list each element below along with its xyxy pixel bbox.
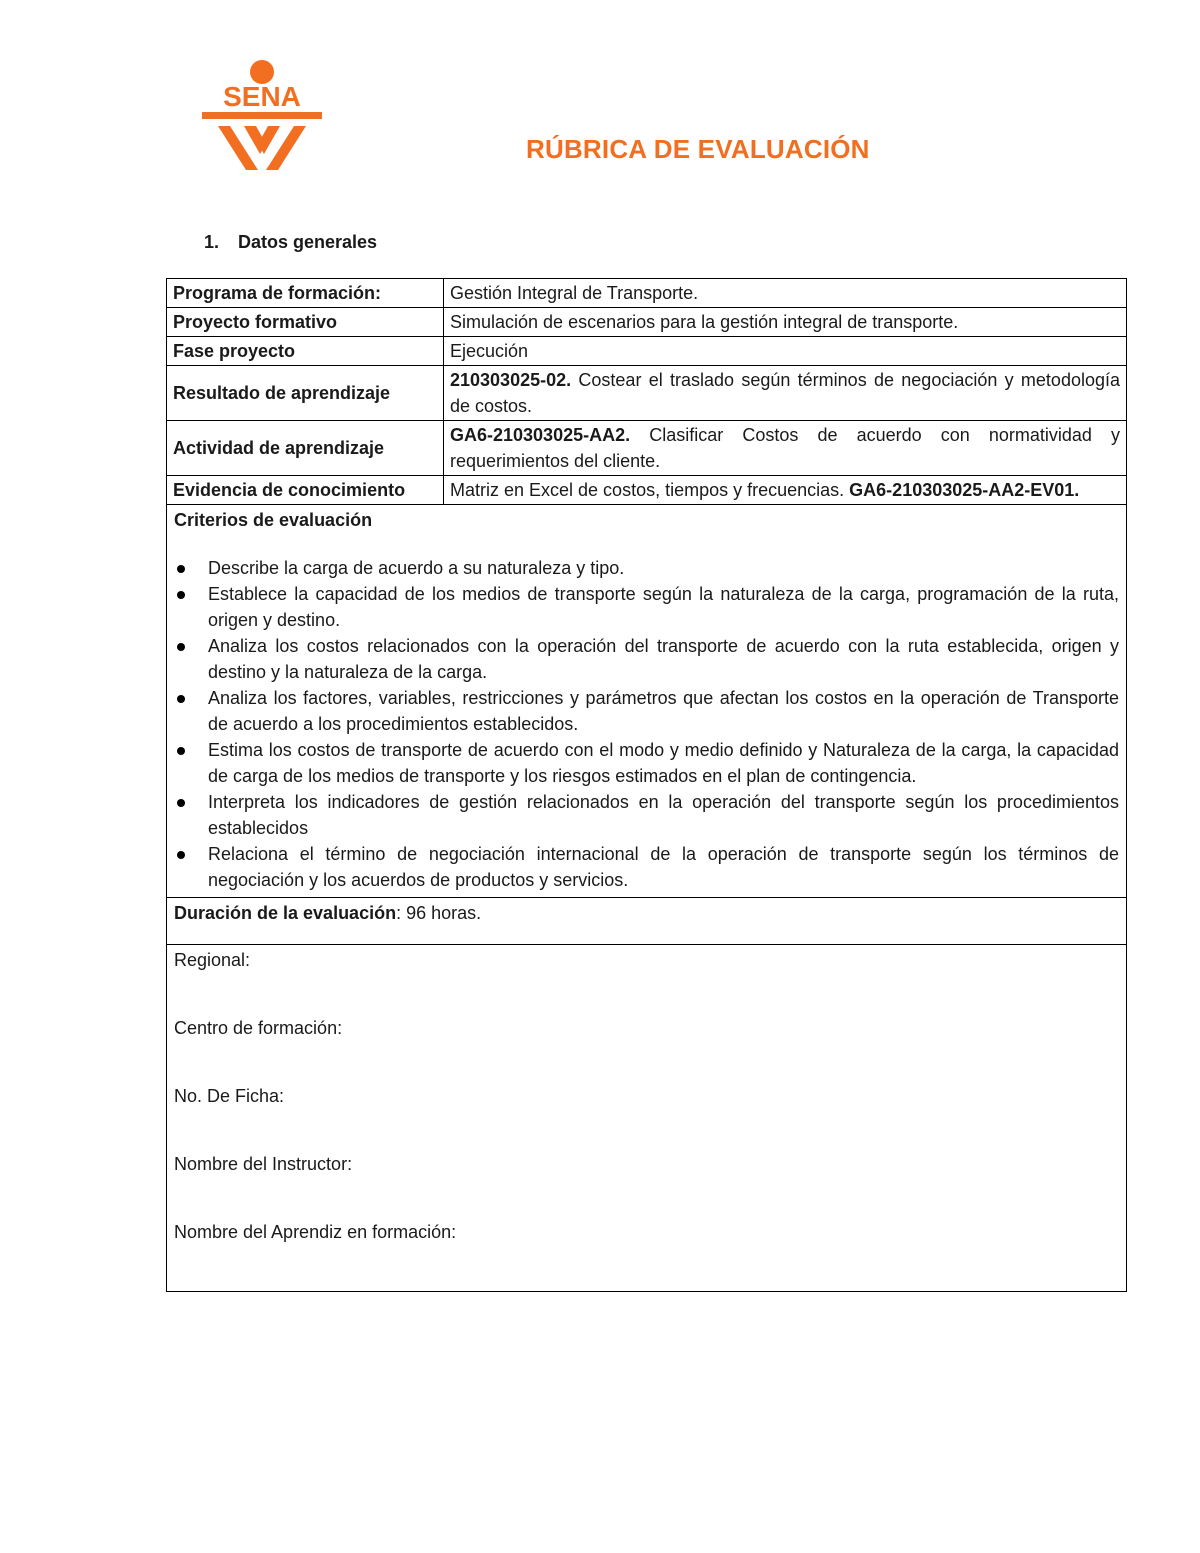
row-value: Ejecución (444, 337, 1127, 366)
section-number: 1. (204, 232, 220, 252)
instructor-name-field: Nombre del Instructor: (174, 1154, 353, 1174)
table-row (167, 337, 1127, 366)
row-label: Fase proyecto (167, 337, 444, 366)
criteria-title: Criterios de evaluación (174, 510, 373, 530)
activity-text: Clasificar Costos de acuerdo con normatividad y requerimientos del cliente. (450, 425, 1120, 471)
criteria-row (167, 505, 1127, 898)
meta-row (167, 945, 1127, 1292)
duration-label: Duración de la evaluación (174, 903, 397, 923)
evidence-code: GA6-210303025-AA2-EV01. (849, 480, 1080, 500)
row-value: Simulación de escenarios para la gestión integral de transporte. (444, 308, 1127, 337)
row-label: Proyecto formativo (167, 308, 444, 337)
section-heading-text: Datos generales (238, 232, 378, 252)
criteria-item: Estima los costos de transporte de acuerdo con el modo y medio definido y Naturaleza de la carga, la capacidad de carga de los medios de transporte y los riesgos estimados en el plan de contingencia. (174, 737, 1119, 789)
criteria-cell (167, 505, 1127, 898)
row-value (444, 421, 1127, 476)
apprentice-name-field: Nombre del Aprendiz en formación: (174, 1222, 457, 1242)
meta-cell (167, 945, 1127, 1292)
row-label: Programa de formación: (167, 279, 444, 308)
general-data-table (166, 278, 1127, 1292)
training-center-field: Centro de formación: (174, 1018, 343, 1038)
criteria-item: Analiza los factores, variables, restricciones y parámetros que afectan los costos en la operación de Transporte de acuerdo a los procedimientos establecidos. (174, 685, 1119, 737)
table-row (167, 279, 1127, 308)
row-value (444, 366, 1127, 421)
row-label: Evidencia de conocimiento (167, 476, 444, 505)
row-value: Gestión Integral de Transporte. (444, 279, 1127, 308)
criteria-item: Relaciona el término de negociación internacional de la operación de transporte según los términos de negociación y los acuerdos de productos y servicios. (174, 841, 1119, 893)
document-title: RÚBRICA DE EVALUACIÓN (526, 134, 870, 164)
table-row (167, 476, 1127, 505)
duration-value: : 96 horas. (396, 903, 482, 923)
logo-text: SENA (223, 81, 301, 112)
result-text: Costear el traslado según términos de negociación y metodología de costos. (450, 370, 1120, 416)
criteria-item: Analiza los costos relacionados con la operación del transporte de acuerdo con la ruta establecida, origen y destino y la naturaleza de la carga. (174, 633, 1119, 685)
evidence-text: Matriz en Excel de costos, tiempos y frecuencias. (450, 480, 850, 500)
row-value (444, 476, 1127, 505)
criteria-item: Describe la carga de acuerdo a su naturaleza y tipo. (174, 555, 1119, 581)
row-label: Actividad de aprendizaje (167, 421, 444, 476)
record-number-field: No. De Ficha: (174, 1086, 285, 1106)
regional-field: Regional: (174, 950, 251, 970)
table-row (167, 421, 1127, 476)
criteria-item: Establece la capacidad de los medios de transporte según la naturaleza de la carga, programación de la ruta, origen y destino. (174, 581, 1119, 633)
result-code: 210303025-02. (450, 370, 572, 390)
criteria-list (174, 555, 1119, 893)
activity-code: GA6-210303025-AA2. (450, 425, 631, 445)
duration-row (167, 898, 1127, 945)
duration-cell (167, 898, 1127, 945)
section-heading (204, 232, 377, 253)
table-row (167, 366, 1127, 421)
table-row (167, 308, 1127, 337)
sena-logo (200, 56, 324, 176)
row-label: Resultado de aprendizaje (167, 366, 444, 421)
criteria-item: Interpreta los indicadores de gestión relacionados en la operación del transporte según los procedimientos establecidos (174, 789, 1119, 841)
